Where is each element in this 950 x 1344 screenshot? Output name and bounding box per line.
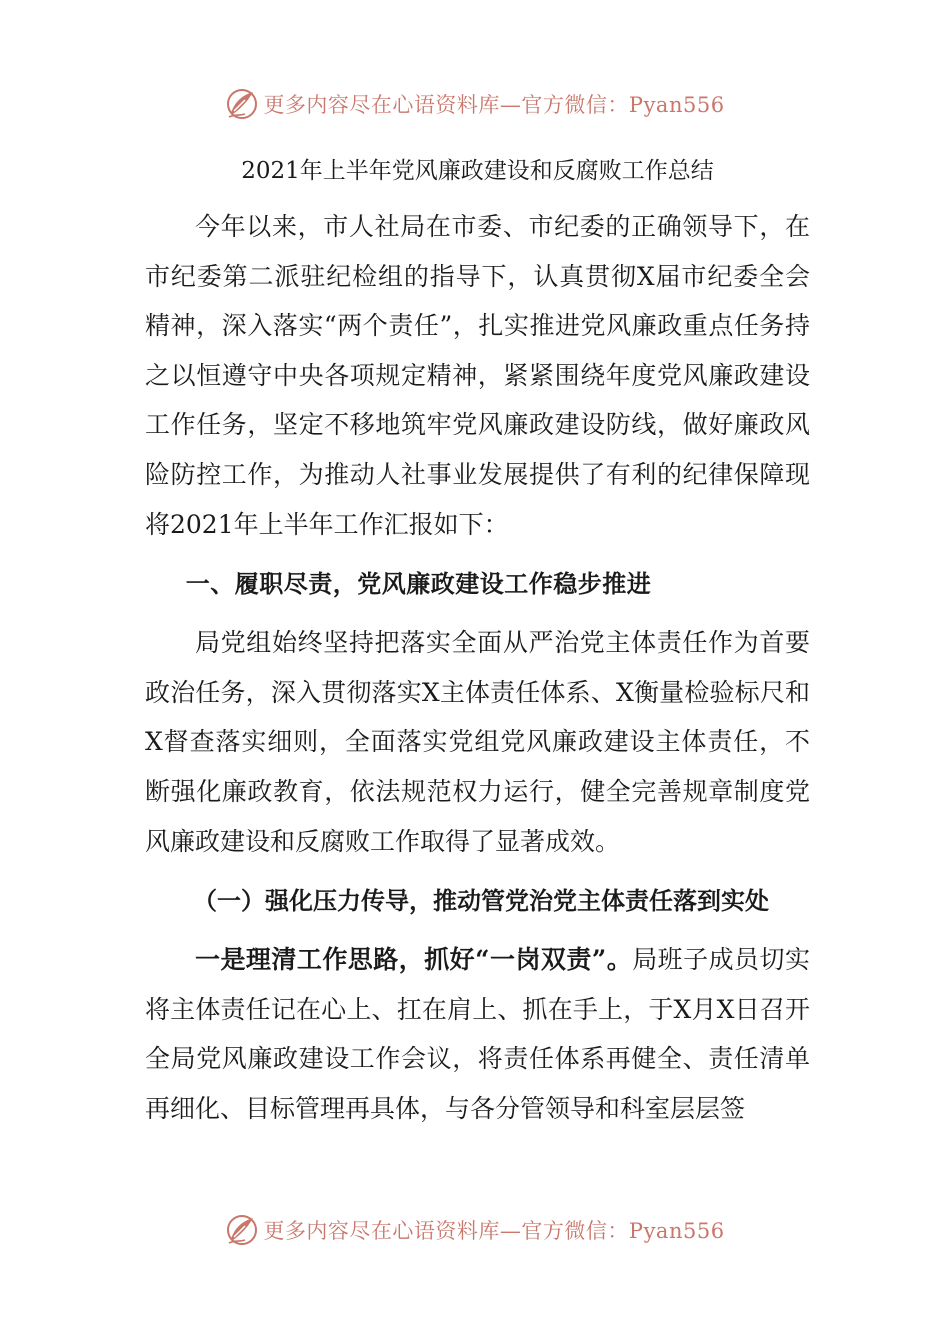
- point-1-body: 局班子成员切实将主体责任记在心上、扛在肩上、抓在手上，于X月X日召开全局党风廉政建设工作会议，将责任体系再健全、责任清单再细化、目标管理再具体，与各分管领导和科室层层签: [145, 945, 810, 1123]
- watermark-text: 更多内容尽在心语资料库—官方微信：Pyan556: [263, 93, 725, 117]
- watermark-text: 更多内容尽在心语资料库—官方微信：Pyan556: [263, 1219, 725, 1243]
- document-body: [145, 148, 810, 1134]
- subsection-heading-1: （一）强化压力传导，推动管党治党主体责任落到实处: [193, 886, 769, 916]
- intro-paragraph: 今年以来，市人社局在市委、市纪委的正确领导下，在市纪委第二派驻纪检组的指导下，认真贯彻X届市纪委全会精神，深入落实“两个责任”，扎实推进党风廉政重点任务持之以恒遵守中央各项规定精神，紧紧围绕年度党风廉政建设工作任务，坚定不移地筑牢党风廉政建设防线，做好廉政风险防控工作，为推动人社事业发展提供了有利的纪律保障现将2021年上半年工作汇报如下：: [145, 212, 810, 539]
- pen-nib-logo-icon: [225, 1213, 259, 1247]
- section-heading-1: 一、履职尽责，党风廉政建设工作稳步推进: [185, 569, 652, 599]
- pen-nib-logo-icon: [225, 87, 259, 121]
- footer-watermark: [0, 1210, 950, 1250]
- point-1-lead: 一是理清工作思路，抓好“一岗双责”。: [195, 945, 633, 975]
- header-watermark: [0, 84, 950, 124]
- section-1-paragraph: 局党组始终坚持把落实全面从严治党主体责任作为首要政治任务，深入贯彻落实X主体责任体系、X衡量检验标尺和X督查落实细则，全面落实党组党风廉政建设主体责任，不断强化廉政教育，依法规范权力运行，健全完善规章制度党风廉政建设和反腐败工作取得了显著成效。: [145, 628, 810, 856]
- point-1-paragraph: [145, 935, 810, 1133]
- document-title: 2021年上半年党风廉政建设和反腐败工作总结: [241, 158, 714, 184]
